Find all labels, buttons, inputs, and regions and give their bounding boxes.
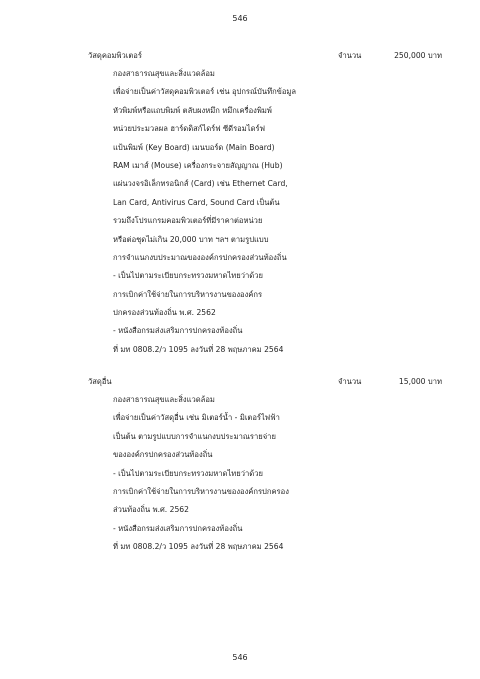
section-description — [113, 70, 296, 364]
description-line: แป้นพิมพ์ (Key Board) เมนบอร์ด (Main Board) — [113, 142, 275, 152]
page-number-top: 546 — [232, 14, 248, 23]
description-line: เป็นต้น ตามรูปแบบการจำแนกงบประมาณรายจ่าย — [113, 431, 276, 441]
description-line: RAM เมาส์ (Mouse) เครื่องกระจายสัญญาณ (Hub) — [113, 160, 283, 170]
description-line: แผ่นวงจรอิเล็กทรอนิกส์ (Card) เช่น Ethernet Card, — [113, 179, 288, 189]
description-line: หรือต่อชุดไม่เกิน 20,000 บาท ฯลฯ ตามรูปแบบ — [113, 234, 269, 244]
description-line: - เป็นไปตามระเบียบกระทรวงมหาดไทยว่าด้วย — [113, 468, 263, 478]
page-number-bottom: 546 — [232, 653, 248, 662]
amount-value: 250,000 บาท — [394, 51, 442, 60]
description-line: ปกครองส่วนท้องถิ่น พ.ศ. 2562 — [113, 308, 216, 318]
description-line: ที่ มท 0808.2/ว 1095 ลงวันที่ 28 พฤษภาคม 2564 — [113, 344, 284, 354]
description-line: ที่ มท 0808.2/ว 1095 ลงวันที่ 28 พฤษภาคม 2564 — [113, 542, 284, 552]
description-line: การเบิกค่าใช้จ่ายในการบริหารงานขององค์กรปกครอง — [113, 486, 289, 496]
description-line: ขององค์กรปกครองส่วนท้องถิ่น — [113, 450, 213, 460]
description-line: - หนังสือกรมส่งเสริมการปกครองท้องถิ่น — [113, 326, 243, 336]
section-title: วัสดุคอมพิวเตอร์ — [88, 51, 142, 60]
description-line: กองสาธารณสุขและสิ่งแวดล้อม — [113, 395, 215, 404]
description-line: เพื่อจ่ายเป็นค่าวัสดุคอมพิวเตอร์ เช่น อุปกรณ์บันทึกข้อมูล — [113, 87, 297, 97]
description-line: รวมถึงโปรแกรมคอมพิวเตอร์ที่มีราคาต่อหน่วย — [113, 216, 263, 226]
amount-label: จำนวน — [338, 51, 362, 60]
section-description — [113, 396, 289, 562]
section-title: วัสดุอื่น — [88, 377, 112, 386]
description-line: การเบิกค่าใช้จ่ายในการบริหารงานขององค์กร — [113, 289, 263, 299]
description-line: หัวพิมพ์หรือแถบพิมพ์ ตลับผงหมึก หมึกเครื่องพิมพ์ — [113, 105, 272, 115]
section-header — [0, 378, 480, 390]
description-line: กองสาธารณสุขและสิ่งแวดล้อม — [113, 69, 215, 78]
description-line: การจำแนกงบประมาณขององค์กรปกครองส่วนท้องถิ่น — [113, 252, 287, 262]
description-line: เพื่อจ่ายเป็นค่าวัสดุอื่น เช่น มิเตอร์น้ำ - มิเตอร์ไฟฟ้า — [113, 413, 280, 423]
description-line: Lan Card, Antivirus Card, Sound Card เป็นต้น — [113, 197, 280, 207]
description-line: - หนังสือกรมส่งเสริมการปกครองท้องถิ่น — [113, 523, 243, 533]
section-header — [0, 52, 480, 64]
description-line: - เป็นไปตามระเบียบกระทรวงมหาดไทยว่าด้วย — [113, 271, 263, 281]
amount-label: จำนวน — [338, 377, 362, 386]
amount-value: 15,000 บาท — [398, 377, 442, 386]
description-line: หน่วยประมวลผล ฮาร์ดดิสก์ไดร์ฟ ซีดีรอมไดร์ฟ — [113, 124, 265, 134]
description-line: ส่วนท้องถิ่น พ.ศ. 2562 — [113, 505, 189, 515]
